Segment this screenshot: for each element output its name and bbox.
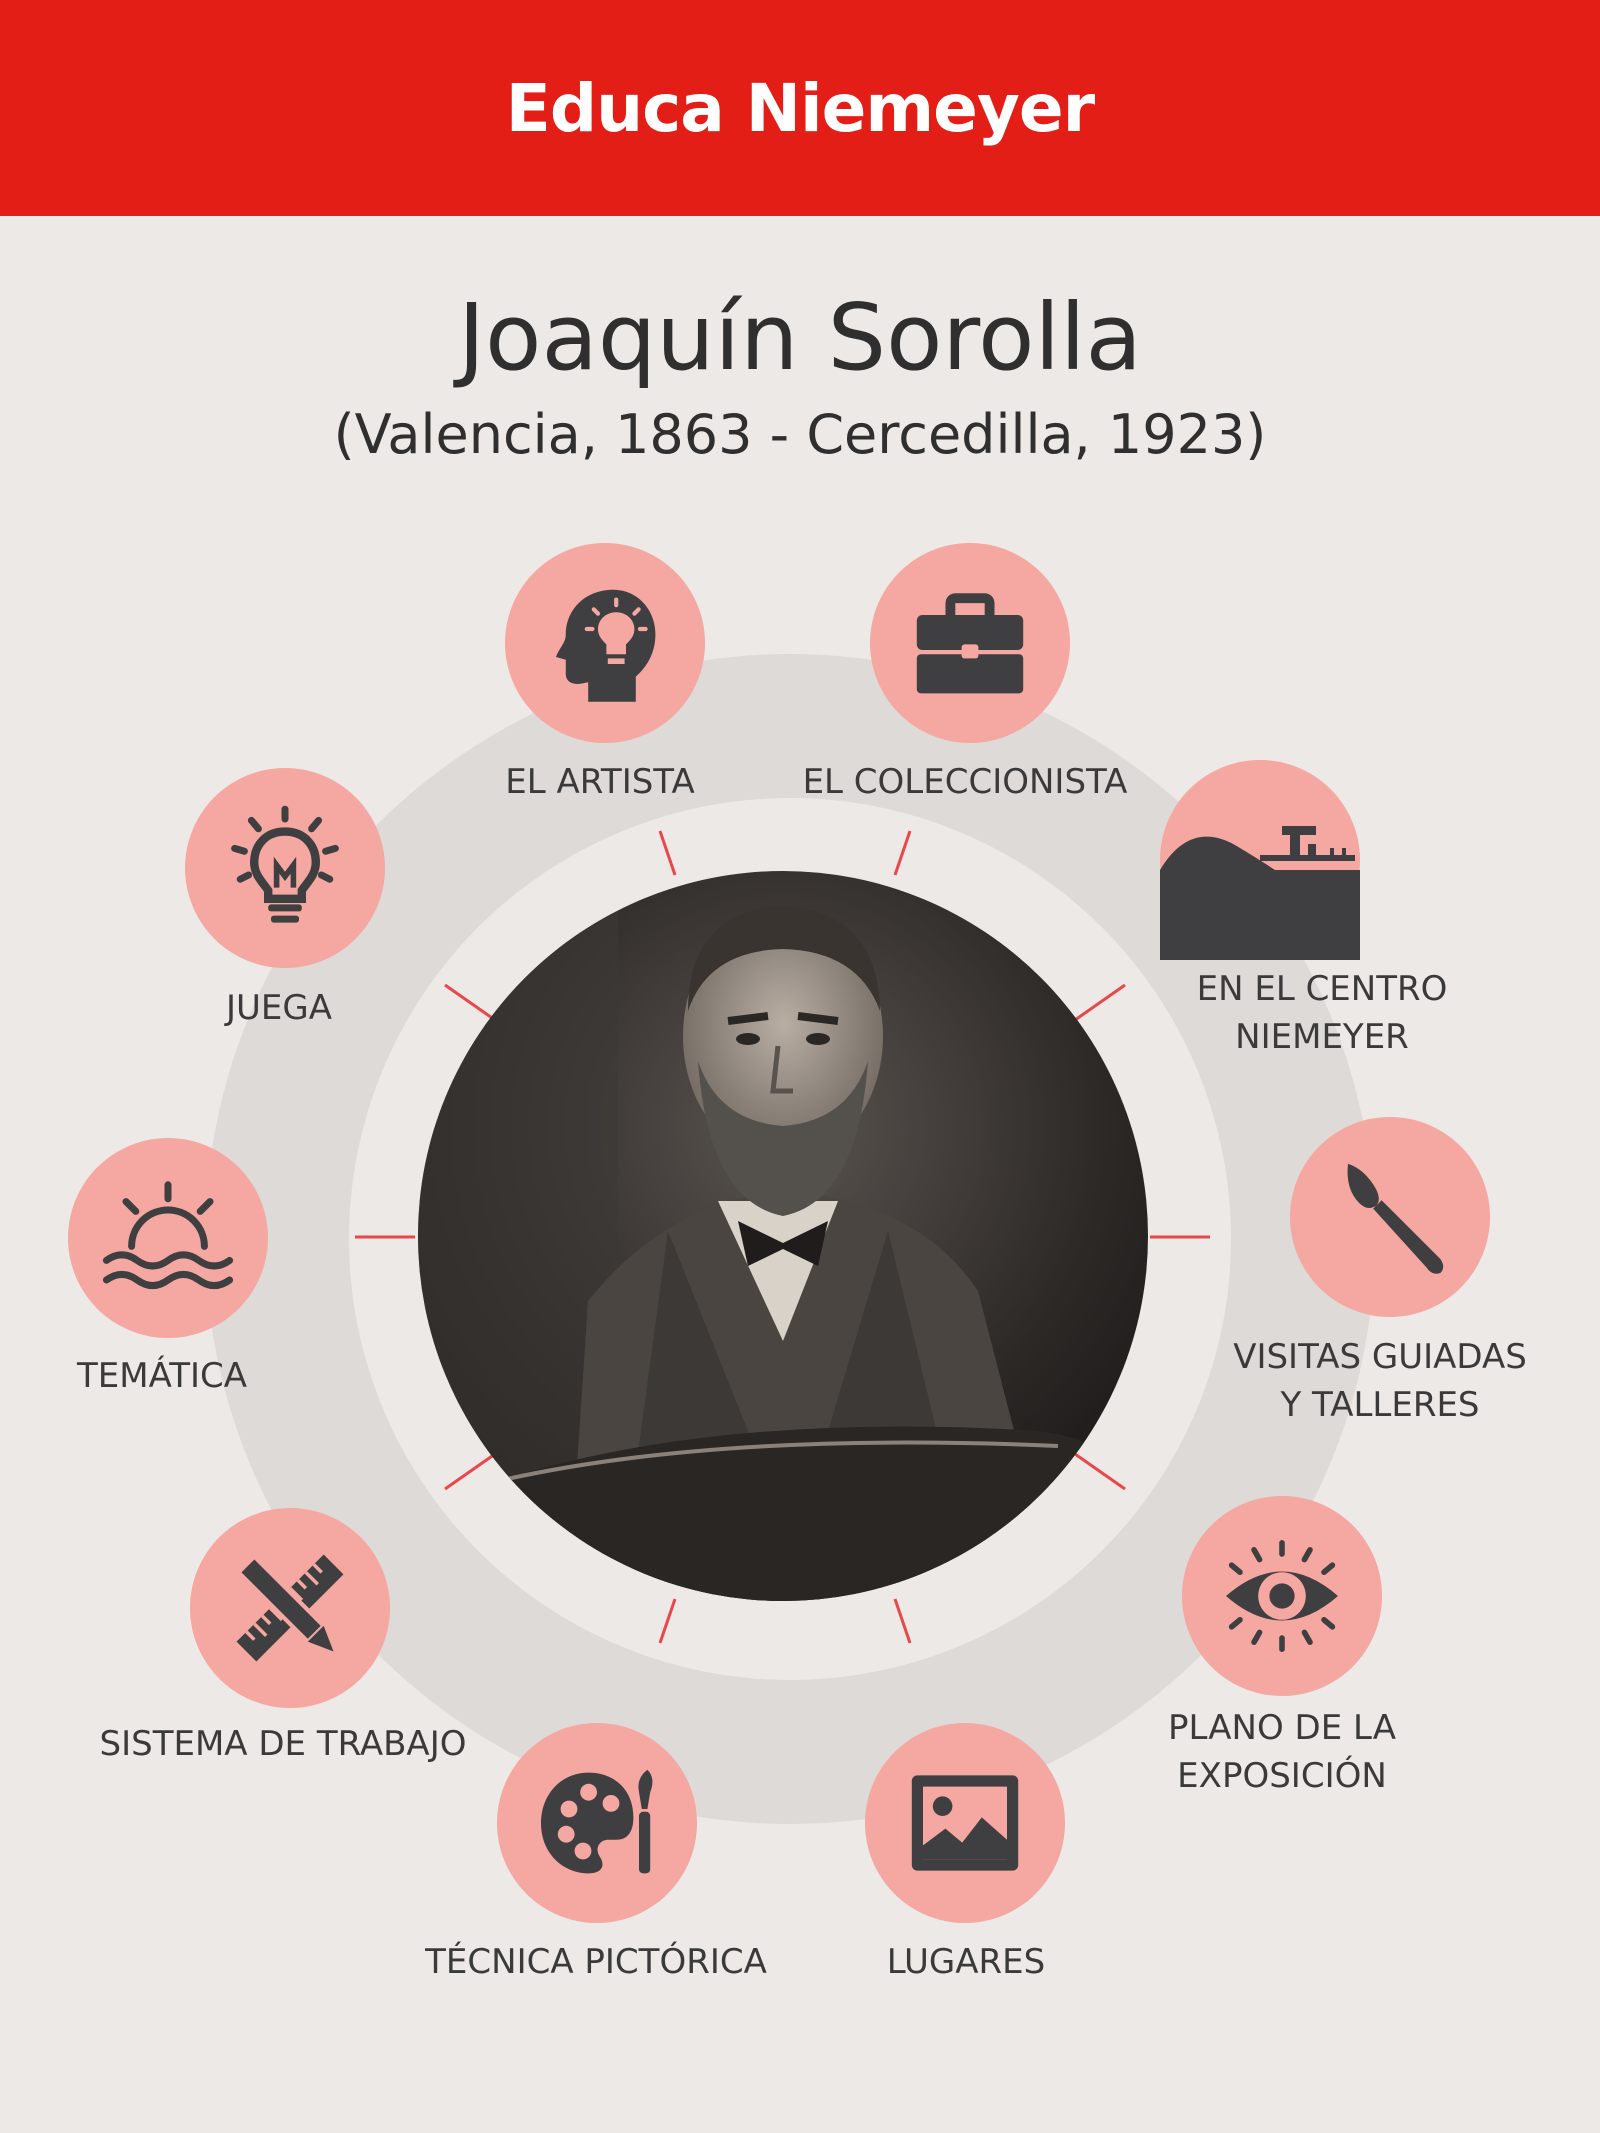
menu-label-coleccionista[interactable]: EL COLECCIONISTA (802, 762, 1128, 802)
menu-node-lugares[interactable] (865, 1723, 1065, 1923)
spoke (445, 1454, 495, 1489)
menu-label-plano-line2: EXPOSICIÓN (1177, 1756, 1387, 1796)
artist-name: Joaquín Sorolla (458, 284, 1142, 391)
menu-label-artista[interactable]: EL ARTISTA (505, 762, 695, 802)
portrait-photo (418, 871, 1148, 1601)
menu-node-tecnica[interactable] (497, 1723, 697, 1923)
menu-label-tecnica[interactable]: TÉCNICA PICTÓRICA (425, 1942, 767, 1982)
menu-label-sistema[interactable]: SISTEMA DE TRABAJO (99, 1724, 467, 1764)
centro-niemeyer-icon (1160, 760, 1360, 960)
menu-node-visitas[interactable] (1290, 1117, 1490, 1317)
palette-icon (527, 1753, 667, 1893)
spoke (1075, 985, 1125, 1020)
menu-label-lugares[interactable]: LUGARES (886, 1942, 1046, 1982)
sunset-sea-icon (98, 1168, 238, 1308)
menu-label-plano[interactable] (1168, 1704, 1396, 1800)
spoke (445, 985, 495, 1020)
menu-node-centro[interactable] (1160, 760, 1360, 960)
spoke (660, 1599, 675, 1643)
menu-node-juega[interactable] (185, 768, 385, 968)
briefcase-icon (900, 573, 1040, 713)
menu-node-sistema[interactable] (190, 1508, 390, 1708)
menu-label-plano-line1: PLANO DE LA (1168, 1708, 1396, 1748)
lightbulb-icon (215, 798, 355, 938)
spoke (895, 831, 910, 875)
menu-node-coleccionista[interactable] (870, 543, 1070, 743)
image-icon (895, 1753, 1035, 1893)
menu-label-tematica[interactable]: TEMÁTICA (77, 1356, 247, 1396)
menu-label-visitas-line2: Y TALLERES (1280, 1385, 1480, 1425)
paintbrush-icon (1320, 1147, 1460, 1287)
menu-label-visitas[interactable] (1233, 1333, 1527, 1429)
menu-node-tematica[interactable] (68, 1138, 268, 1338)
spoke (660, 831, 675, 875)
menu-label-centro-line2: NIEMEYER (1235, 1017, 1409, 1057)
menu-label-centro-line1: EN EL CENTRO (1196, 969, 1448, 1009)
head-lightbulb-icon (535, 573, 675, 713)
spoke (1075, 1454, 1125, 1489)
spoke (895, 1599, 910, 1643)
pencil-ruler-icon (220, 1538, 360, 1678)
menu-node-plano[interactable] (1182, 1496, 1382, 1696)
menu-node-artista[interactable] (505, 543, 705, 743)
brand-title[interactable]: Educa Niemeyer (505, 69, 1095, 147)
artist-dates: (Valencia, 1863 - Cercedilla, 1923) (333, 403, 1267, 466)
menu-label-visitas-line1: VISITAS GUIADAS (1233, 1337, 1527, 1377)
eye-icon (1212, 1526, 1352, 1666)
menu-label-juega[interactable]: JUEGA (225, 988, 333, 1028)
menu-label-centro[interactable] (1197, 965, 1448, 1061)
